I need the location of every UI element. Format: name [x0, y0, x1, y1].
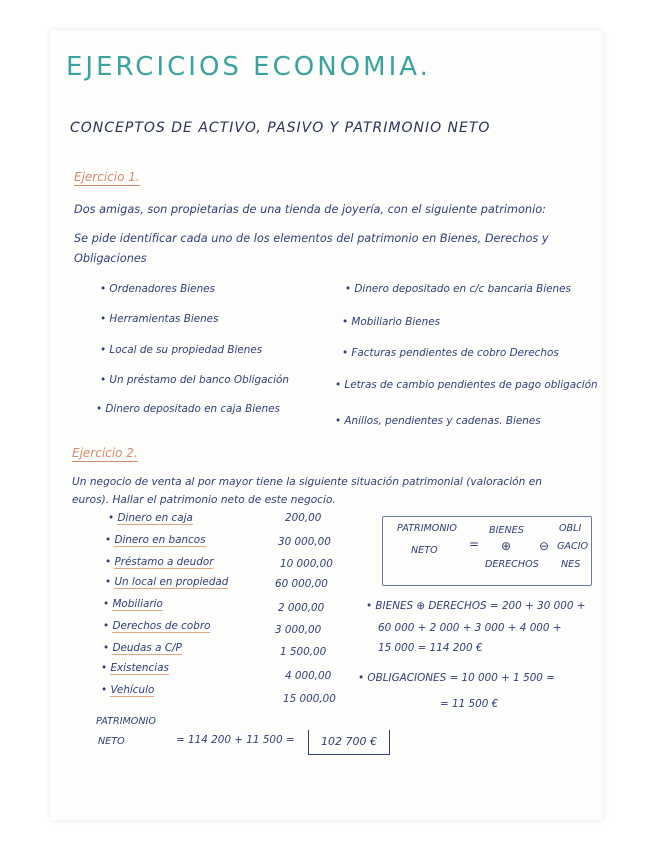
- ex2-item-label: • Dinero en bancos: [105, 534, 206, 546]
- calc-bienes-line-3: 15 000 = 114 200 €: [378, 642, 483, 654]
- formula-patrimonio: PATRIMONIO: [397, 523, 457, 534]
- ex2-item-value: 10 000,00: [280, 558, 333, 570]
- ex2-item-label: • Derechos de cobro: [103, 620, 211, 632]
- ex2-item-value: 15 000,00: [283, 693, 336, 705]
- ex1-left-item: • Herramientas Bienes: [100, 313, 219, 325]
- ex2-item-value: 1 500,00: [280, 646, 327, 658]
- ex1-left-item: • Un préstamo del banco Obligación: [100, 374, 289, 386]
- ex1-left-item: • Dinero depositado en caja Bienes: [96, 403, 280, 415]
- ex1-right-item: • Letras de cambio pendientes de pago obligación: [335, 379, 598, 391]
- exercise-2-text-line-2: euros). Hallar el patrimonio neto de este negocio.: [72, 494, 336, 506]
- pn-result: 102 700 €: [308, 730, 390, 755]
- ex2-item-label: • Existencias: [101, 662, 169, 674]
- ex1-right-item: • Anillos, pendientes y cadenas. Bienes: [335, 415, 541, 427]
- calc-obligaciones-line-2: = 11 500 €: [440, 698, 499, 710]
- ex2-item-value: 30 000,00: [278, 536, 331, 548]
- exercise-1-text-line-1: Dos amigas, son propietarias de una tienda de joyería, con el siguiente patrimonio:: [74, 203, 546, 216]
- ex2-item-label: • Dinero en caja: [108, 512, 193, 524]
- plus-icon: ⊕: [501, 539, 512, 553]
- pn-label-2: NETO: [98, 736, 125, 747]
- page-title: EJERCICIOS ECONOMIA.: [66, 52, 431, 82]
- exercise-1-title: Ejercicio 1.: [74, 170, 140, 184]
- formula-obligaciones-2: GACIO: [557, 541, 589, 552]
- exercise-2-title: Ejercicio 2.: [72, 446, 138, 460]
- ex2-item-value: 2 000,00: [278, 602, 325, 614]
- exercise-1-text-line-2: Se pide identificar cada uno de los elementos del patrimonio en Bienes, Derechos y: [74, 232, 549, 245]
- exercise-2-text-line-1: Un negocio de venta al por mayor tiene la siguiente situación patrimonial (valoración en: [72, 476, 542, 488]
- formula-derechos: DERECHOS: [485, 559, 539, 570]
- formula-neto: NETO: [411, 545, 438, 556]
- pn-label-1: PATRIMONIO: [96, 716, 156, 727]
- ex2-item-label: • Préstamo a deudor: [105, 556, 214, 568]
- ex1-right-item: • Facturas pendientes de cobro Derechos: [342, 347, 559, 359]
- ex2-item-label: • Vehículo: [101, 684, 155, 696]
- section-title: CONCEPTOS DE ACTIVO, PASIVO Y PATRIMONIO NETO: [70, 120, 491, 136]
- ex1-left-item: • Ordenadores Bienes: [100, 283, 215, 295]
- ex2-item-label: • Un local en propiedad: [105, 576, 229, 588]
- ex1-right-item: • Mobiliario Bienes: [342, 316, 440, 328]
- ex2-item-value: 60 000,00: [275, 578, 328, 590]
- calc-bienes-line-2: 60 000 + 2 000 + 3 000 + 4 000 +: [378, 622, 562, 634]
- formula-box: [382, 516, 592, 586]
- ex2-item-value: 3 000,00: [275, 624, 322, 636]
- formula-obligaciones-1: OBLI: [559, 523, 582, 534]
- ex2-item-value: 200,00: [285, 512, 322, 524]
- ex1-left-item: • Local de su propiedad Bienes: [100, 344, 263, 356]
- exercise-1-text-line-3: Obligaciones: [74, 252, 147, 265]
- formula-obligaciones-3: NES: [561, 559, 581, 570]
- ex1-right-item: • Dinero depositado en c/c bancaria Bienes: [345, 283, 571, 295]
- calc-bienes-line-1: • BIENES ⊕ DERECHOS = 200 + 30 000 +: [366, 600, 586, 612]
- minus-icon: ⊖: [539, 539, 550, 553]
- formula-equals: =: [469, 537, 480, 551]
- calc-obligaciones-line-1: • OBLIGACIONES = 10 000 + 1 500 =: [358, 672, 555, 684]
- ex2-item-value: 4 000,00: [285, 670, 332, 682]
- ex2-item-label: • Deudas a C/P: [103, 642, 182, 654]
- formula-bienes: BIENES: [489, 525, 524, 536]
- ex2-item-label: • Mobiliario: [103, 598, 163, 610]
- pn-expression: = 114 200 + 11 500 =: [176, 734, 295, 746]
